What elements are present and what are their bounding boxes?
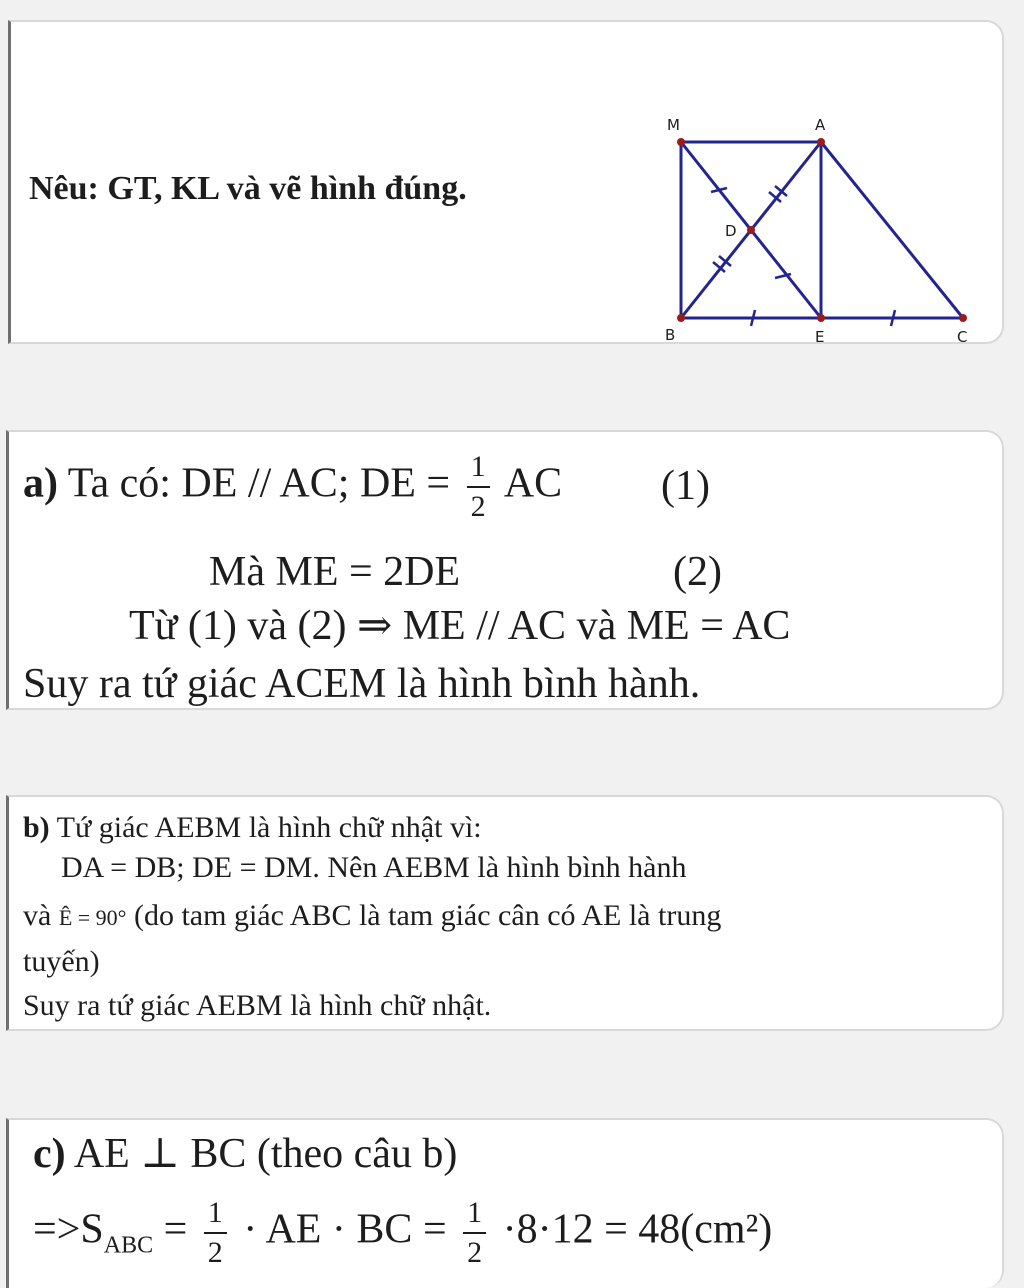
part-b-label: b)	[23, 811, 50, 844]
part-c-line1-text: AE ⊥ BC (theo câu b)	[73, 1131, 458, 1177]
part-b-line-1	[23, 811, 482, 845]
point-A	[817, 138, 825, 146]
point-C	[959, 314, 967, 322]
point-B	[677, 314, 685, 322]
part-b-line-4: tuyến)	[23, 945, 100, 978]
label-D: D	[725, 222, 737, 240]
part-a-line-1	[23, 452, 562, 522]
part-b-card	[6, 795, 1004, 1031]
label-B: B	[665, 326, 676, 344]
point-E	[817, 314, 825, 322]
area-subscript: ABC	[103, 1232, 154, 1259]
label-M: M	[667, 116, 680, 134]
part-c-card	[6, 1118, 1004, 1288]
area-middle: · AE · BC =	[243, 1206, 447, 1253]
label-C: C	[957, 328, 968, 346]
part-a-line1-text: Ta có: DE // AC; DE =	[67, 460, 451, 507]
part-b-line-2: DA = DB; DE = DM. Nên AEBM là hình bình hành	[61, 851, 687, 884]
point-M	[677, 138, 685, 146]
fraction-1	[204, 1198, 227, 1268]
geometry-figure	[651, 96, 991, 344]
part-b-line-5: Suy ra tứ giác AEBM là hình chữ nhật.	[23, 989, 492, 1022]
part-c-line-2	[33, 1198, 772, 1268]
area-result: ·8·12 = 48(cm²)	[502, 1206, 773, 1253]
part-a-ref-1: (1)	[661, 463, 710, 509]
part-c-label: c)	[33, 1131, 66, 1177]
intro-card	[8, 20, 1004, 344]
part-a-line-2: Mà ME = 2DE	[209, 549, 461, 595]
area-prefix: =>S	[33, 1206, 104, 1253]
part-a-card	[6, 430, 1004, 710]
equals-sign: =	[163, 1206, 188, 1253]
fraction-2-denominator: 2	[467, 1236, 483, 1269]
label-A: A	[815, 116, 826, 134]
fraction-one-half	[467, 452, 490, 522]
fraction-1-numerator: 1	[204, 1198, 227, 1234]
part-a-line-4: Suy ra tứ giác ACEM là hình bình hành.	[23, 661, 701, 707]
part-b-line3-post: (do tam giác ABC là tam giác cân có AE là trung	[133, 899, 722, 932]
part-b-line3-pre: và	[23, 899, 52, 932]
fraction-2	[463, 1198, 486, 1268]
angle-E-90: Ê = 90°	[58, 905, 127, 930]
fraction-2-numerator: 1	[463, 1198, 486, 1234]
segment-AC	[821, 142, 963, 318]
intro-text: Nêu: GT, KL và vẽ hình đúng.	[29, 170, 467, 207]
part-a-line1-after: AC	[503, 460, 563, 507]
part-a-line-3: Từ (1) và (2) ⇒ ME // AC và ME = AC	[129, 603, 791, 649]
label-E: E	[815, 328, 825, 346]
part-b-line1-text: Tứ giác AEBM là hình chữ nhật vì:	[56, 811, 482, 844]
part-a-label: a)	[23, 460, 58, 507]
fraction-numerator: 1	[467, 452, 490, 488]
part-a-ref-2: (2)	[673, 549, 722, 595]
fraction-denominator: 2	[470, 490, 486, 523]
fraction-1-denominator: 2	[207, 1236, 223, 1269]
point-D	[747, 226, 755, 234]
part-c-line-1	[33, 1128, 457, 1178]
part-b-line-3	[23, 899, 721, 933]
